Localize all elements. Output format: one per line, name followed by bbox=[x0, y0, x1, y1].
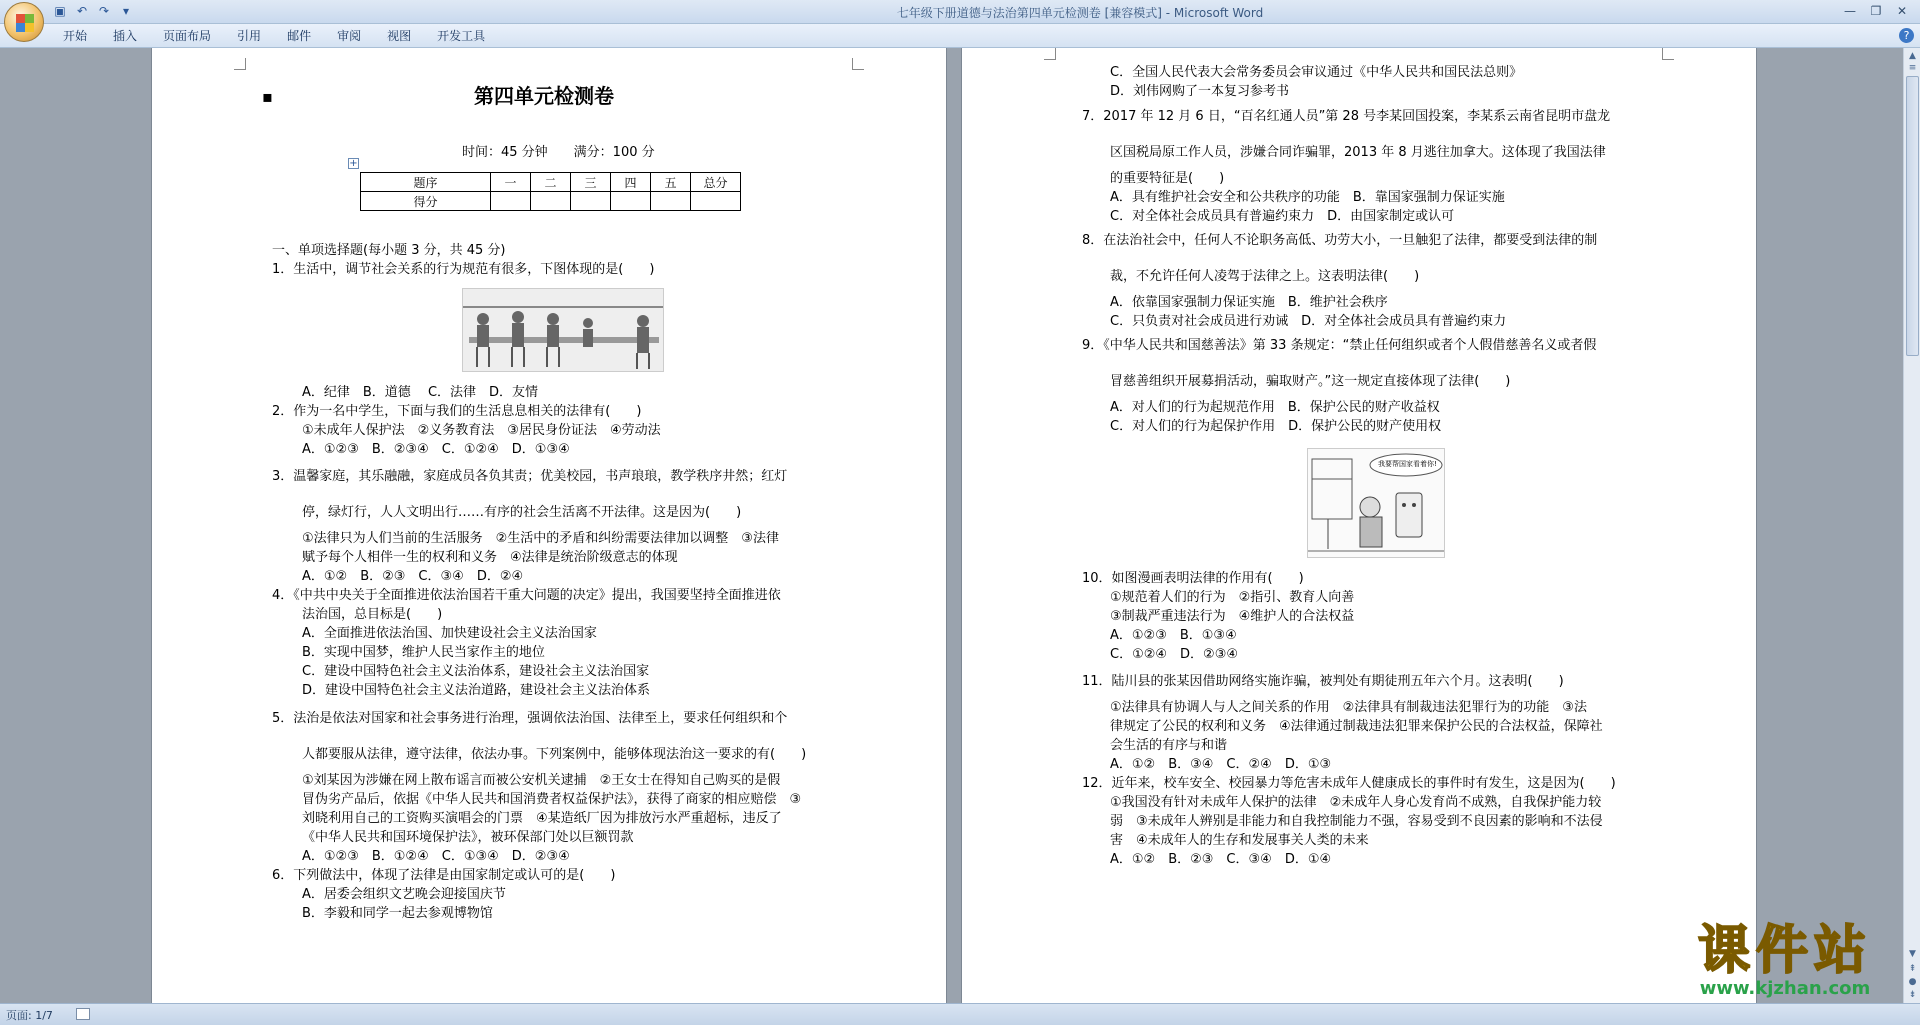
doc-line: 律规定了公民的权利和义务 ④法律通过制裁违法犯罪来保护公民的合法权益，保障社 bbox=[1110, 719, 1603, 734]
doc-line: A．①② B．③④ C．②④ D．①③ bbox=[1110, 757, 1332, 772]
doc-line: C．全国人民代表大会常务委员会审议通过《中华人民共和国民法总则》 bbox=[1110, 65, 1523, 80]
doc-line: ①我国没有针对未成年人保护的法律 ②未成年人身心发育尚不成熟，自我保护能力较 bbox=[1110, 795, 1602, 810]
table-cell[interactable] bbox=[571, 192, 611, 211]
tab-home[interactable]: 开始 bbox=[63, 29, 88, 43]
doc-line: A．对人们的行为起规范作用 B．保护公民的财产收益权 bbox=[1110, 400, 1440, 415]
maximize-icon[interactable]: ❐ bbox=[1870, 4, 1882, 18]
doc-line: 害 ④未成年人的生存和发展事关人类的未来 bbox=[1110, 833, 1369, 848]
doc-line: A．①②③ B．①②④ C．①③④ D．②③④ bbox=[302, 849, 570, 864]
doc-line: 7．2017 年 12 月 6 日，“百名红通人员”第 28 号李某回国投案，李某系云南省昆明市盘龙 bbox=[1082, 109, 1611, 124]
doc-line: 弱 ③未成年人辨别是非能力和自我控制能力不强，容易受到不良因素的影响和不法侵 bbox=[1110, 814, 1603, 829]
document-page-2[interactable] bbox=[962, 48, 1756, 1003]
doc-line: 4．《中共中央关于全面推进依法治国若干重大问题的决定》提出，我国要坚持全面推进依 bbox=[272, 588, 781, 603]
ribbon-tabs bbox=[50, 28, 498, 44]
doc-line: D．建设中国特色社会主义法治道路，建设社会主义法治体系 bbox=[302, 683, 651, 698]
doc-line: 2．作为一名中学生，下面与我们的生活息息相关的法律有( ) bbox=[272, 404, 642, 419]
doc-line: C．建设中国特色社会主义法治体系，建设社会主义法治国家 bbox=[302, 664, 650, 679]
close-icon[interactable]: ✕ bbox=[1896, 4, 1908, 18]
office-logo-icon bbox=[16, 14, 34, 32]
previous-page-icon[interactable]: ⇞ bbox=[1908, 964, 1917, 974]
doc-line: ①法律具有协调人与人之间关系的作用 ②法律具有制裁违法犯罪行为的功能 ③法 bbox=[1110, 700, 1587, 715]
doc-line: C．①②④ D．②③④ bbox=[1110, 647, 1239, 662]
doc-line: 9．《中华人民共和国慈善法》第 33 条规定：“禁止任何组织或者个人假借慈善名义或者假 bbox=[1082, 338, 1597, 353]
table-cell[interactable]: 三 bbox=[571, 173, 611, 192]
doc-line: 人都要服从法律，遵守法律，依法办事。下列案例中，能够体现法治这一要求的有( ) bbox=[302, 747, 807, 762]
doc-line: 3．温馨家庭，其乐融融，家庭成员各负其责；优美校园，书声琅琅，教学秩序井然；红灯 bbox=[272, 469, 788, 484]
doc-line: 《中华人民共和国环境保护法》，被环保部门处以巨额罚款 bbox=[302, 830, 634, 845]
doc-line: A．①② B．②③ C．③④ D．②④ bbox=[302, 569, 524, 584]
customize-qat-icon[interactable]: ▾ bbox=[122, 4, 130, 18]
tab-view[interactable]: 视图 bbox=[387, 29, 412, 43]
doc-line: 11．陆川县的张某因借助网络实施诈骗，被判处有期徒刑五年六个月。这表明( ) bbox=[1082, 674, 1564, 689]
tab-insert[interactable]: 插入 bbox=[113, 29, 138, 43]
doc-line: 冒慈善组织开展募捐活动，骗取财产。”这一规定直接体现了法律( ) bbox=[1110, 374, 1511, 389]
browse-object-icon[interactable]: ● bbox=[1908, 977, 1917, 987]
tab-developer[interactable]: 开发工具 bbox=[437, 29, 486, 43]
doc-line: A．依靠国家强制力保证实施 B．维护社会秩序 bbox=[1110, 295, 1388, 310]
doc-line: ①规范着人们的行为 ②指引、教育人向善 bbox=[1110, 590, 1355, 605]
bus-queue-illustration-icon bbox=[463, 289, 664, 372]
doc-line: B．实现中国梦，维护人民当家作主的地位 bbox=[302, 645, 545, 660]
doc-line: A．①② B．②③ C．③④ D．①④ bbox=[1110, 852, 1332, 867]
doc-line: C．对人们的行为起保护作用 D．保护公民的财产使用权 bbox=[1110, 419, 1442, 434]
doc-line: 裁，不允许任何人凌驾于法律之上。这表明法律( ) bbox=[1110, 269, 1420, 284]
title-bar bbox=[0, 0, 1920, 24]
doc-line: 8．在法治社会中，任何人不论职务高低、功劳大小，一旦触犯了法律，都要受到法律的制 bbox=[1082, 233, 1598, 248]
doc-line: 一、单项选择题(每小题 3 分，共 45 分) bbox=[272, 243, 506, 258]
crop-mark bbox=[1044, 48, 1056, 60]
redo-icon[interactable]: ↷ bbox=[98, 4, 110, 18]
window-controls bbox=[1838, 2, 1914, 20]
doc-line: ①刘某因为涉嫌在网上散布谣言而被公安机关逮捕 ②王女士在得知自己购买的是假 bbox=[302, 773, 781, 788]
bullet-mark: ▪ bbox=[262, 87, 273, 106]
tab-review[interactable]: 审阅 bbox=[337, 29, 362, 43]
cartoon-speech-text: 我要帮国家看着你! bbox=[1378, 460, 1437, 468]
scroll-down-icon[interactable]: ▼ bbox=[1909, 949, 1916, 959]
doc-line: 区国税局原工作人员，涉嫌合同诈骗罪，2013 年 8 月逃往加拿大。这体现了我国法律 bbox=[1110, 145, 1606, 160]
doc-line: 的重要特征是( ) bbox=[1110, 171, 1225, 186]
doc-line: 5．法治是依法对国家和社会事务进行治理，强调依法治国、法律至上，要求任何组织和个 bbox=[272, 711, 788, 726]
table-cell[interactable] bbox=[611, 192, 651, 211]
illustration-bus-queue bbox=[462, 288, 664, 372]
doc-line: C．对全体社会成员具有普遍约束力 D．由国家制定或认可 bbox=[1110, 209, 1455, 224]
doc-line: B．李毅和同学一起去参观博物馆 bbox=[302, 906, 493, 921]
table-move-handle-icon[interactable]: + bbox=[349, 158, 358, 169]
table-cell[interactable] bbox=[691, 192, 741, 211]
illustration-law-cartoon bbox=[1307, 448, 1445, 558]
doc-line: A．纪律 B．道德 C．法律 D．友情 bbox=[302, 385, 539, 400]
doc-line: D．刘伟网购了一本复习参考书 bbox=[1110, 84, 1290, 99]
office-button[interactable] bbox=[4, 2, 44, 42]
table-cell[interactable] bbox=[491, 192, 531, 211]
table-row bbox=[361, 192, 741, 211]
table-cell[interactable]: 得分 bbox=[361, 192, 491, 211]
crop-mark bbox=[852, 58, 864, 70]
exam-meta: 时间：45 分钟 满分：100 分 bbox=[462, 145, 655, 160]
status-bar bbox=[0, 1003, 1920, 1025]
doc-line: ③制裁严重违法行为 ④维护人的合法权益 bbox=[1110, 609, 1355, 624]
tab-page-layout[interactable]: 页面布局 bbox=[163, 29, 212, 43]
scroll-thumb[interactable] bbox=[1906, 76, 1919, 356]
doc-line: 10．如图漫画表明法律的作用有( ) bbox=[1082, 571, 1304, 586]
table-cell[interactable]: 总分 bbox=[691, 173, 741, 192]
table-cell[interactable]: 二 bbox=[531, 173, 571, 192]
score-table bbox=[360, 172, 741, 211]
doc-line: 法治国，总目标是( ) bbox=[302, 607, 443, 622]
table-row bbox=[361, 173, 741, 192]
help-icon[interactable]: ? bbox=[1899, 28, 1914, 43]
scroll-up-icon[interactable]: ▲ bbox=[1909, 51, 1916, 61]
crop-mark bbox=[234, 58, 246, 70]
doc-line: 1．生活中，调节社会关系的行为规范有很多，下图体现的是( ) bbox=[272, 262, 655, 277]
document-workspace bbox=[0, 48, 1903, 1003]
table-cell[interactable] bbox=[531, 192, 571, 211]
watermark-url: www.kjzhan.com bbox=[1699, 978, 1871, 999]
doc-title: 第四单元检测卷 bbox=[474, 84, 614, 108]
table-cell[interactable]: 四 bbox=[611, 173, 651, 192]
ruler-toggle-icon[interactable]: ≡ bbox=[1908, 63, 1917, 73]
ribbon bbox=[0, 24, 1920, 48]
doc-line: A．居委会组织文艺晚会迎接国庆节 bbox=[302, 887, 506, 902]
minimize-icon[interactable]: — bbox=[1844, 4, 1856, 18]
page-indicator[interactable]: 页面: 1/7 bbox=[6, 1009, 53, 1022]
doc-line: 12．近年来，校车安全、校园暴力等危害未成年人健康成长的事件时有发生，这是因为( ) bbox=[1082, 776, 1616, 791]
doc-line: 赋予每个人相伴一生的权利和义务 ④法律是统治阶级意志的体现 bbox=[302, 550, 678, 565]
doc-line: C．只负责对社会成员进行劝诫 D．对全体社会成员具有普遍约束力 bbox=[1110, 314, 1507, 329]
next-page-icon[interactable]: ⇟ bbox=[1908, 990, 1917, 1000]
doc-line: 冒伪劣产品后，依据《中华人民共和国消费者权益保护法》，获得了商家的相应赔偿 ③ bbox=[302, 792, 802, 807]
doc-line: 6．下列做法中，体现了法律是由国家制定或认可的是( ) bbox=[272, 868, 616, 883]
proofing-status-icon[interactable] bbox=[76, 1008, 90, 1020]
window-title: 七年级下册道德与法治第四单元检测卷 [兼容模式] - Microsoft Word bbox=[896, 6, 1264, 20]
table-cell[interactable] bbox=[651, 192, 691, 211]
undo-icon[interactable]: ↶ bbox=[76, 4, 88, 18]
table-cell[interactable]: 一 bbox=[491, 173, 531, 192]
site-watermark bbox=[1660, 922, 1910, 1000]
vertical-scrollbar[interactable] bbox=[1903, 48, 1920, 1003]
doc-line: ①法律只为人们当前的生活服务 ②生活中的矛盾和纠纷需要法律加以调整 ③法律 bbox=[302, 531, 779, 546]
tab-references[interactable]: 引用 bbox=[237, 29, 262, 43]
doc-line: A．全面推进依法治国、加快建设社会主义法治国家 bbox=[302, 626, 597, 641]
watermark-logo-text: 课件站 bbox=[1697, 921, 1872, 981]
crop-mark bbox=[1662, 48, 1674, 60]
doc-line: A．①②③ B．②③④ C．①②④ D．①③④ bbox=[302, 442, 570, 457]
doc-line: 刘晓利用自己的工资购买演唱会的门票 ④某造纸厂因为排放污水严重超标，违反了 bbox=[302, 811, 782, 826]
doc-line: A．具有维护社会安全和公共秩序的功能 B．靠国家强制力保证实施 bbox=[1110, 190, 1505, 205]
doc-line: A．①②③ B．①③④ bbox=[1110, 628, 1237, 643]
table-cell[interactable]: 五 bbox=[651, 173, 691, 192]
table-cell[interactable]: 题序 bbox=[361, 173, 491, 192]
save-icon[interactable]: ▣ bbox=[54, 4, 66, 18]
doc-line: ①未成年人保护法 ②义务教育法 ③居民身份证法 ④劳动法 bbox=[302, 423, 661, 438]
tab-mailings[interactable]: 邮件 bbox=[287, 29, 312, 43]
doc-line: 会生活的有序与和谐 bbox=[1110, 738, 1228, 753]
doc-line: 停，绿灯行，人人文明出行……有序的社会生活离不开法律。这是因为( ) bbox=[302, 505, 742, 520]
document-page-1[interactable] bbox=[152, 48, 946, 1003]
